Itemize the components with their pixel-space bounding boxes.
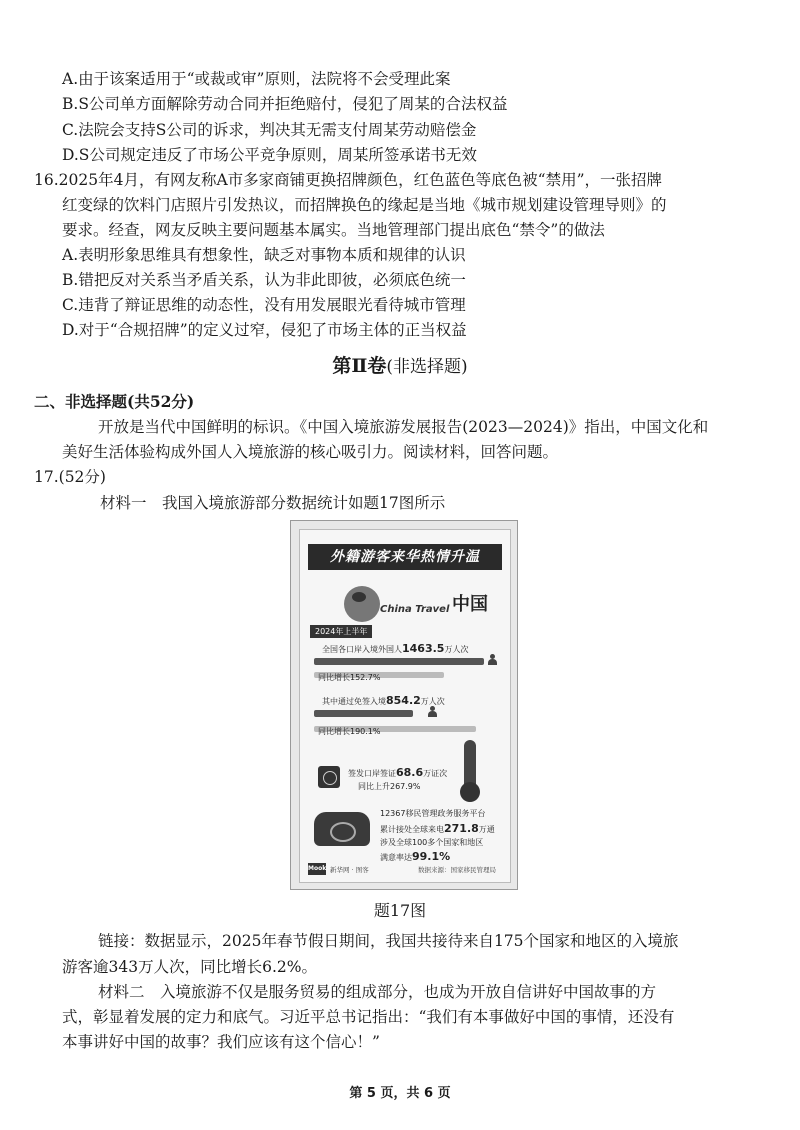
stat3-growth: 同比上升267.9%: [358, 782, 421, 791]
hotline-line-2: [380, 822, 495, 835]
poster-inner: [299, 529, 511, 883]
figure-caption: 题17图: [373, 901, 427, 920]
telephone-icon: [314, 812, 370, 846]
hotline-2-pre: 累计接处全球来电: [380, 825, 444, 834]
hotline-line-1: 12367移民管理政务服务平台: [380, 809, 486, 818]
figure-17-poster: [290, 520, 518, 890]
page-number: 第 5 页，共 6 页: [349, 1086, 451, 1101]
person-icon: [488, 654, 497, 665]
passport-icon: [318, 766, 340, 788]
q16-stem-line-1: 16.2025年4月，有网友称A市多家商铺更换招牌颜色，红色蓝色等底色被“禁用”，一张招牌: [34, 171, 663, 189]
mook-logo: Mook: [308, 863, 326, 875]
q17-label: 17.(52分): [34, 468, 106, 486]
stat1-pre: 全国各口岸入境外国人: [322, 645, 402, 654]
q15-option-b: B.S公司单方面解除劳动合同并拒绝赔付，侵犯了周某的合法权益: [62, 95, 508, 113]
stat3-num: 68.6: [396, 766, 424, 779]
stat3-text: [348, 766, 447, 779]
link-line-2: 游客逾343万人次，同比增长6.2%。: [62, 958, 317, 976]
section-title-main: 第Ⅱ卷: [332, 355, 387, 377]
q16-option-b: B.错把反对关系当矛盾关系，认为非此即彼，必须底色统一: [62, 271, 466, 289]
stat2-growth: 同比增长190.1%: [318, 727, 381, 736]
china-travel-label: China Travel: [380, 604, 450, 615]
hotline-4-pre: 满意率达: [380, 853, 412, 862]
link-line-1: 链接：数据显示，2025年春节假日期间，我国共接待来自175个国家和地区的入境旅: [98, 932, 679, 950]
hotline-line-3: 涉及全球100多个国家和地区: [380, 838, 484, 847]
stat1-num: 1463.5: [402, 642, 445, 655]
q16-stem-line-3: 要求。经查，网友反映主要问题基本属实。当地管理部门提出底色“禁令”的做法: [62, 221, 605, 239]
period-tag: 2024年上半年: [310, 625, 372, 638]
material1-text: 材料一 我国入境旅游部分数据统计如题17图所示: [100, 494, 446, 512]
section-title-sub: (非选择题): [386, 357, 468, 377]
person-icon: [428, 706, 437, 717]
material2-line-2: 式，彰显着发展的定力和底气。习近平总书记指出：“我们有本事做好中国的事情，还没有: [62, 1008, 675, 1026]
china-cn-label: 中国: [452, 594, 488, 615]
q16-option-d: D.对于“合规招牌”的定义过窄，侵犯了市场主体的正当权益: [62, 321, 467, 339]
stat2-unit: 万人次: [420, 697, 445, 706]
q16-option-a: A.表明形象思维具有想象性，缺乏对事物本质和规律的认识: [62, 246, 466, 264]
stat1-growth: 同比增长152.7%: [318, 673, 381, 682]
stat1-text: [322, 642, 468, 655]
poster-footer-left: 新华网 · 图客: [330, 866, 369, 874]
stat3-pre: 签发口岸签证: [348, 769, 396, 778]
q15-option-c: C.法院会支持S公司的诉求，判决其无需支付周某劳动赔偿金: [62, 121, 477, 139]
hotline-2-unit: 万通: [478, 825, 495, 834]
hotline-2-num: 271.8: [444, 822, 479, 835]
thermometer-bulb-icon: [460, 782, 480, 802]
q15-option-d: D.S公司规定违反了市场公平竞争原则，周某所签承诺书无效: [62, 146, 477, 164]
stat2-pre: 其中通过免签入境: [322, 697, 386, 706]
q16-option-c: C.违背了辩证思维的动态性，没有用发展眼光看待城市管理: [62, 296, 466, 314]
material2-line-1: 材料二 入境旅游不仅是服务贸易的组成部分，也成为开放自信讲好中国故事的方: [98, 983, 657, 1001]
section-title: [0, 351, 800, 378]
stat3-unit: 万证次: [423, 769, 448, 778]
material2-line-3: 本事讲好中国的故事？我们应该有这个信心！”: [62, 1033, 380, 1051]
poster-footer-right: 数据来源：国家移民管理局: [418, 866, 496, 874]
part2-heading: 二、非选择题(共52分): [34, 392, 195, 411]
stat2-bar: [314, 710, 413, 717]
stat1-bar: [314, 658, 484, 665]
hotline-line-4: [380, 850, 450, 863]
globe-icon: [344, 586, 380, 622]
part2-intro-line-2: 美好生活体验构成外国人入境旅游的核心吸引力。阅读材料，回答问题。: [62, 443, 559, 461]
poster-title: 外籍游客来华热情升温: [308, 544, 502, 570]
stat1-unit: 万人次: [444, 645, 469, 654]
q15-option-a: A.由于该案适用于“或裁或审”原则，法院将不会受理此案: [62, 70, 451, 88]
q16-stem-line-2: 红变绿的饮料门店照片引发热议，而招牌换色的缘起是当地《城市规划建设管理导则》的: [62, 196, 667, 214]
hotline-4-num: 99.1%: [412, 850, 451, 863]
stat2-text: [322, 694, 445, 707]
plane-icon: [352, 592, 366, 602]
stat2-num: 854.2: [386, 694, 421, 707]
part2-intro-line-1: 开放是当代中国鲜明的标识。《中国入境旅游发展报告(2023—2024)》指出，中国文化和: [98, 418, 709, 436]
